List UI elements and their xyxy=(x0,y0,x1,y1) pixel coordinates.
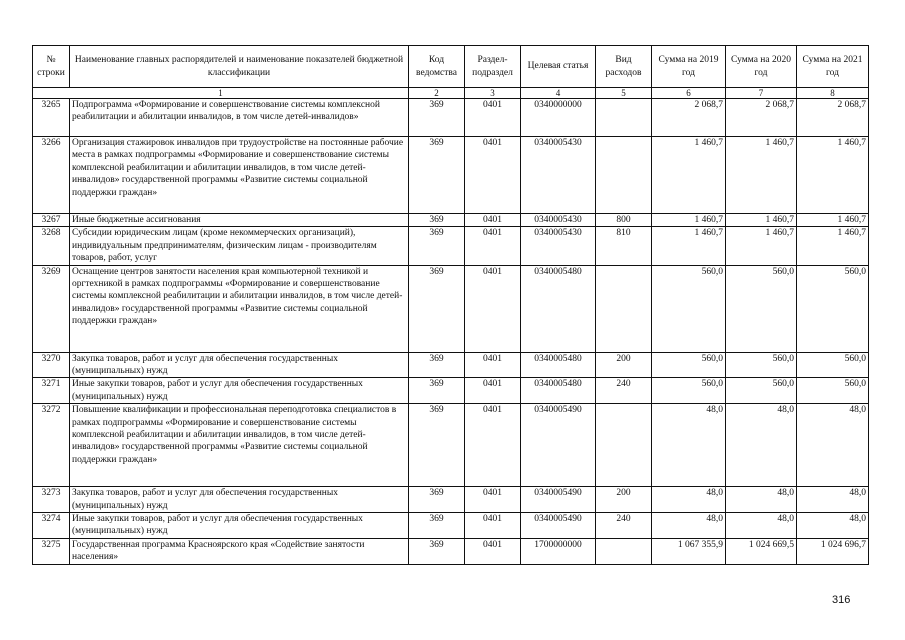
col-number-3: 3 xyxy=(465,88,521,99)
row-article: 0340005430 xyxy=(521,214,596,227)
row-sum-2020: 1 024 669,5 xyxy=(726,538,797,564)
row-sum-2020: 560,0 xyxy=(726,352,797,378)
table-row xyxy=(33,513,869,539)
col-number-5: 5 xyxy=(596,88,652,99)
row-sum-2020: 1 460,7 xyxy=(726,137,797,214)
row-sum-2021: 560,0 xyxy=(797,352,869,378)
row-code: 369 xyxy=(409,137,465,214)
row-section: 0401 xyxy=(465,227,521,265)
header-code: Код ведомства xyxy=(409,46,465,88)
row-code: 369 xyxy=(409,487,465,513)
row-code: 369 xyxy=(409,214,465,227)
header-row xyxy=(33,46,869,88)
page-number: 316 xyxy=(832,594,851,606)
row-exp-type xyxy=(596,404,652,487)
table-row xyxy=(33,352,869,378)
row-number: 3273 xyxy=(33,487,70,513)
header-sum-2021: Сумма на 2021 год xyxy=(797,46,869,88)
header-article: Целевая статья xyxy=(521,46,596,88)
row-sum-2020: 48,0 xyxy=(726,513,797,539)
row-exp-type: 200 xyxy=(596,487,652,513)
row-exp-type: 200 xyxy=(596,352,652,378)
row-sum-2019: 1 460,7 xyxy=(652,137,726,214)
row-sum-2021: 1 460,7 xyxy=(797,214,869,227)
col-number-6: 6 xyxy=(652,88,726,99)
row-section: 0401 xyxy=(465,265,521,352)
table-row xyxy=(33,378,869,404)
row-exp-type xyxy=(596,99,652,137)
row-code: 369 xyxy=(409,265,465,352)
col-number-8: 8 xyxy=(797,88,869,99)
row-sum-2020: 1 460,7 xyxy=(726,214,797,227)
row-sum-2021: 48,0 xyxy=(797,404,869,487)
row-section: 0401 xyxy=(465,99,521,137)
row-number: 3269 xyxy=(33,265,70,352)
row-sum-2019: 560,0 xyxy=(652,265,726,352)
row-name: Закупка товаров, работ и услуг для обеспечения государственных (муниципальных) нужд xyxy=(70,487,409,513)
row-sum-2019: 48,0 xyxy=(652,513,726,539)
col-number-1: 1 xyxy=(33,88,409,99)
row-sum-2021: 1 460,7 xyxy=(797,137,869,214)
row-sum-2020: 560,0 xyxy=(726,265,797,352)
row-article: 0340005490 xyxy=(521,404,596,487)
row-sum-2019: 1 460,7 xyxy=(652,214,726,227)
row-sum-2021: 48,0 xyxy=(797,513,869,539)
row-name: Государственная программа Красноярского края «Содействие занятости населения» xyxy=(70,538,409,564)
row-section: 0401 xyxy=(465,404,521,487)
row-number: 3268 xyxy=(33,227,70,265)
row-sum-2020: 560,0 xyxy=(726,378,797,404)
row-sum-2019: 1 460,7 xyxy=(652,227,726,265)
row-section: 0401 xyxy=(465,538,521,564)
row-section: 0401 xyxy=(465,352,521,378)
row-name: Повышение квалификации и профессиональная переподготовка специалистов в рамках подпрограммы «Формирование и совершенствование системы комплексной реабилитации и абилитации инвалидов, в том числе детей-инвалидов» государственной программы «Развитие системы социальной поддержки граждан» xyxy=(70,404,409,487)
row-sum-2019: 2 068,7 xyxy=(652,99,726,137)
header-name: Наименование главных распорядителей и наименование показателей бюджетной классификации xyxy=(70,46,409,88)
row-exp-type: 240 xyxy=(596,513,652,539)
row-section: 0401 xyxy=(465,513,521,539)
row-sum-2020: 1 460,7 xyxy=(726,227,797,265)
row-code: 369 xyxy=(409,404,465,487)
row-exp-type xyxy=(596,137,652,214)
row-name: Субсидии юридическим лицам (кроме некоммерческих организаций), индивидуальным предпринимателям, физическим лицам - производителям товаров, работ, услуг xyxy=(70,227,409,265)
table-row xyxy=(33,487,869,513)
row-sum-2019: 48,0 xyxy=(652,487,726,513)
row-article: 0340000000 xyxy=(521,99,596,137)
table-row xyxy=(33,99,869,137)
row-number: 3267 xyxy=(33,214,70,227)
row-section: 0401 xyxy=(465,378,521,404)
row-article: 0340005490 xyxy=(521,513,596,539)
row-code: 369 xyxy=(409,99,465,137)
row-article: 0340005490 xyxy=(521,487,596,513)
row-sum-2021: 2 068,7 xyxy=(797,99,869,137)
row-sum-2019: 560,0 xyxy=(652,378,726,404)
table-row xyxy=(33,265,869,352)
row-article: 0340005480 xyxy=(521,352,596,378)
table-row xyxy=(33,227,869,265)
row-section: 0401 xyxy=(465,137,521,214)
row-name: Иные закупки товаров, работ и услуг для обеспечения государственных (муниципальных) нужд xyxy=(70,513,409,539)
row-sum-2021: 1 460,7 xyxy=(797,227,869,265)
row-number: 3265 xyxy=(33,99,70,137)
row-article: 0340005430 xyxy=(521,137,596,214)
row-article: 0340005480 xyxy=(521,378,596,404)
header-sum-2020: Сумма на 2020 год xyxy=(726,46,797,88)
row-sum-2020: 2 068,7 xyxy=(726,99,797,137)
budget-table xyxy=(32,45,869,565)
row-sum-2021: 560,0 xyxy=(797,378,869,404)
col-number-4: 4 xyxy=(521,88,596,99)
row-number: 3271 xyxy=(33,378,70,404)
row-name: Оснащение центров занятости населения края компьютерной техникой и оргтехникой в рамках подпрограммы «Формирование и совершенствование системы комплексной реабилитации и абилитации инвалидов, в том числе детей-инвалидов» государственной программы «Развитие системы социальной поддержки граждан» xyxy=(70,265,409,352)
row-article: 1700000000 xyxy=(521,538,596,564)
row-sum-2021: 48,0 xyxy=(797,487,869,513)
row-exp-type: 240 xyxy=(596,378,652,404)
header-sum-2019: Сумма на 2019 год xyxy=(652,46,726,88)
row-number: 3274 xyxy=(33,513,70,539)
row-sum-2019: 48,0 xyxy=(652,404,726,487)
col-number-2: 2 xyxy=(409,88,465,99)
row-article: 0340005480 xyxy=(521,265,596,352)
row-number: 3266 xyxy=(33,137,70,214)
row-section: 0401 xyxy=(465,214,521,227)
row-number: 3270 xyxy=(33,352,70,378)
column-number-row xyxy=(33,88,869,99)
row-name: Иные бюджетные ассигнования xyxy=(70,214,409,227)
row-section: 0401 xyxy=(465,487,521,513)
row-code: 369 xyxy=(409,352,465,378)
row-sum-2020: 48,0 xyxy=(726,404,797,487)
row-exp-type: 810 xyxy=(596,227,652,265)
table-row xyxy=(33,404,869,487)
row-code: 369 xyxy=(409,513,465,539)
row-name: Организация стажировок инвалидов при трудоустройстве на постоянные рабочие места в рамках подпрограммы «Формирование и совершенствование системы комплексной реабилитации и абилитации инвалидов, в том числе детей-инвалидов» государственной программы «Развитие системы социальной поддержки граждан» xyxy=(70,137,409,214)
header-exp-type: Вид расходов xyxy=(596,46,652,88)
row-sum-2019: 1 067 355,9 xyxy=(652,538,726,564)
row-sum-2021: 560,0 xyxy=(797,265,869,352)
row-article: 0340005430 xyxy=(521,227,596,265)
header-num: № строки xyxy=(33,46,70,88)
row-code: 369 xyxy=(409,227,465,265)
row-name: Закупка товаров, работ и услуг для обеспечения государственных (муниципальных) нужд xyxy=(70,352,409,378)
row-code: 369 xyxy=(409,538,465,564)
row-sum-2019: 560,0 xyxy=(652,352,726,378)
row-number: 3272 xyxy=(33,404,70,487)
table-row xyxy=(33,538,869,564)
row-name: Подпрограмма «Формирование и совершенствование системы комплексной реабилитации и абилитации инвалидов, в том числе детей-инвалидов» xyxy=(70,99,409,137)
row-exp-type: 800 xyxy=(596,214,652,227)
row-sum-2020: 48,0 xyxy=(726,487,797,513)
col-number-7: 7 xyxy=(726,88,797,99)
row-exp-type xyxy=(596,538,652,564)
row-sum-2021: 1 024 696,7 xyxy=(797,538,869,564)
row-number: 3275 xyxy=(33,538,70,564)
row-code: 369 xyxy=(409,378,465,404)
table-row xyxy=(33,137,869,214)
row-name: Иные закупки товаров, работ и услуг для обеспечения государственных (муниципальных) нужд xyxy=(70,378,409,404)
row-exp-type xyxy=(596,265,652,352)
table-row xyxy=(33,214,869,227)
header-section: Раздел-подраздел xyxy=(465,46,521,88)
